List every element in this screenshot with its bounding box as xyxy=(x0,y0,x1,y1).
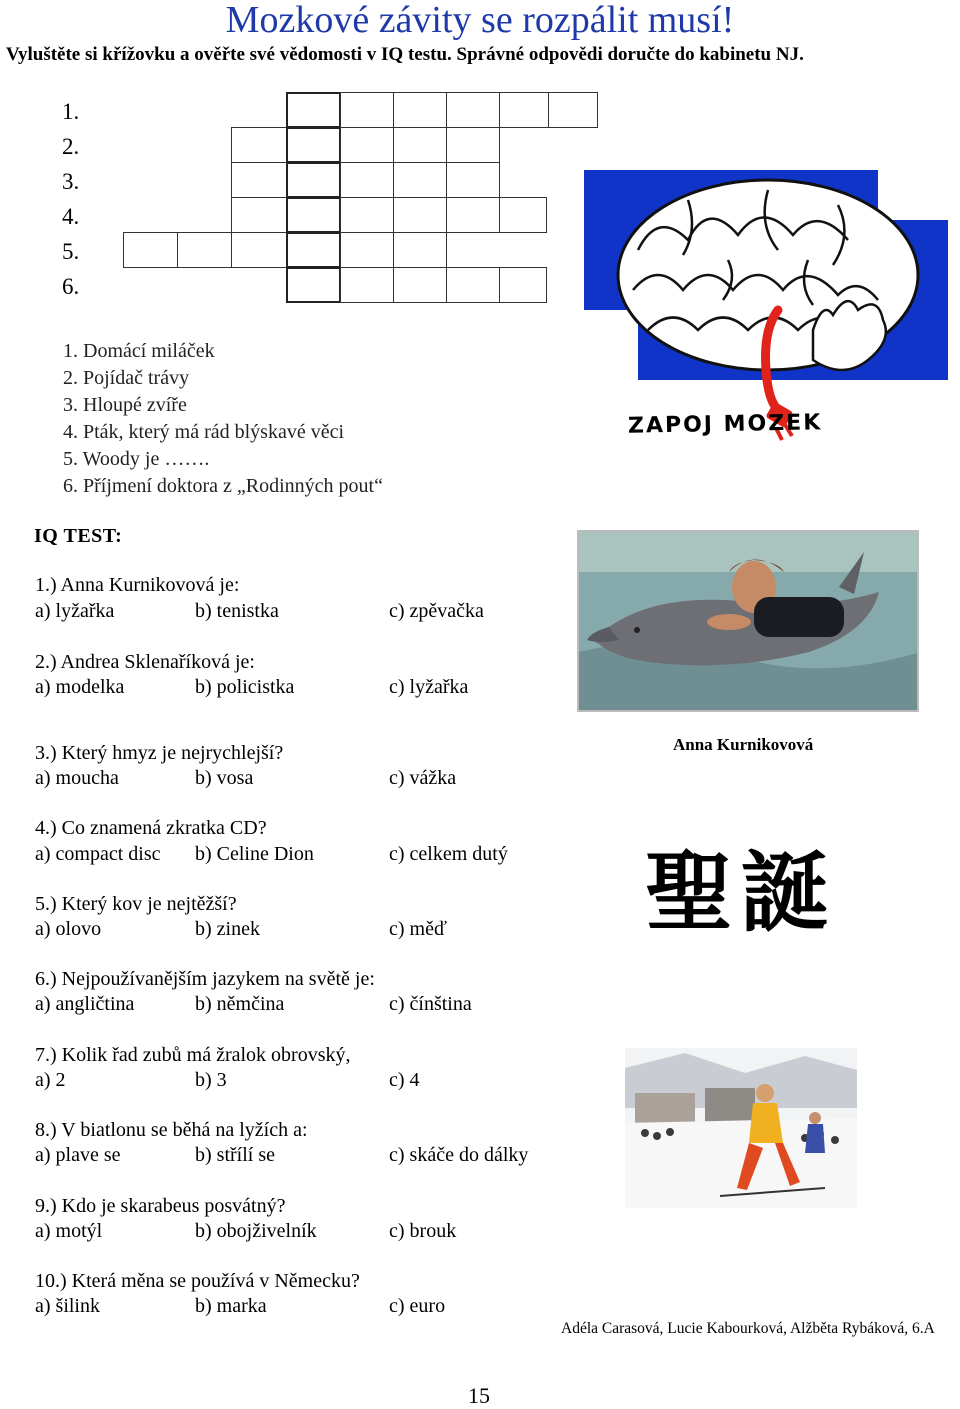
crossword-cell-key[interactable] xyxy=(286,92,341,128)
crossword-cell[interactable] xyxy=(393,92,447,128)
crossword-cell[interactable] xyxy=(340,232,394,268)
answer-option-b: b) policistka xyxy=(195,676,295,698)
answer-option-a: a) motýl xyxy=(35,1220,103,1242)
crossword-cell[interactable] xyxy=(340,197,394,233)
crossword-cell-key[interactable] xyxy=(286,232,341,268)
crossword-cell[interactable] xyxy=(499,92,549,128)
crossword-cell[interactable] xyxy=(393,267,447,303)
answer-option-b: b) marka xyxy=(195,1295,267,1317)
crossword-clue: 4. Pták, který má rád blýskavé věci xyxy=(63,421,345,443)
crossword-cell[interactable] xyxy=(393,232,447,268)
brain-illustration xyxy=(578,160,958,450)
crossword-cell[interactable] xyxy=(177,232,232,268)
crossword-clue: 2. Pojídač trávy xyxy=(63,367,190,389)
question-text: 2.) Andrea Sklenaříková je: xyxy=(35,651,255,673)
crossword-cell[interactable] xyxy=(446,267,500,303)
answer-option-b: b) střílí se xyxy=(195,1144,275,1166)
answer-option-a: a) plave se xyxy=(35,1144,121,1166)
answer-option-c: c) 4 xyxy=(389,1069,420,1091)
crossword-clue: 1. Domácí miláček xyxy=(63,340,215,362)
crossword-row-number: 2. xyxy=(62,134,80,159)
kanji-image xyxy=(606,840,876,945)
crossword-clue: 3. Hloupé zvíře xyxy=(63,394,187,416)
question-text: 3.) Který hmyz je nejrychlejší? xyxy=(35,742,284,764)
crossword-cell[interactable] xyxy=(231,162,287,198)
question-text: 4.) Co znamená zkratka CD? xyxy=(35,817,267,839)
crossword-row-number: 6. xyxy=(62,274,80,299)
question-text: 7.) Kolik řad zubů má žralok obrovský, xyxy=(35,1044,351,1066)
answer-option-b: b) němčina xyxy=(195,993,285,1015)
crossword-cell[interactable] xyxy=(446,162,500,198)
answer-option-c: c) zpěvačka xyxy=(389,600,484,622)
answer-option-a: a) 2 xyxy=(35,1069,66,1091)
page-number: 15 xyxy=(468,1383,490,1408)
crossword-cell[interactable] xyxy=(340,162,394,198)
crossword-cell[interactable] xyxy=(231,232,287,268)
answer-option-b: b) tenistka xyxy=(195,600,279,622)
answer-option-b: b) 3 xyxy=(195,1069,227,1091)
question-text: 8.) V biatlonu se běhá na lyžích a: xyxy=(35,1119,308,1141)
answer-option-c: c) euro xyxy=(389,1295,446,1317)
crossword-cell[interactable] xyxy=(231,197,287,233)
answer-option-c: c) brouk xyxy=(389,1220,457,1242)
answer-option-a: a) angličtina xyxy=(35,993,135,1015)
question-text: 10.) Která měna se používá v Německu? xyxy=(35,1270,360,1292)
answer-option-a: a) olovo xyxy=(35,918,102,940)
crossword-cell-key[interactable] xyxy=(286,267,341,303)
question-text: 1.) Anna Kurnikovová je: xyxy=(35,574,240,596)
crossword-cell[interactable] xyxy=(123,232,178,268)
iq-test-heading: IQ TEST: xyxy=(34,525,123,547)
question-text: 6.) Nejpoužívanějším jazykem na světě je: xyxy=(35,968,375,990)
answer-option-b: b) vosa xyxy=(195,767,254,789)
author-credits: Adéla Carasová, Lucie Kabourková, Alžběta Rybáková, 6.A xyxy=(561,1320,935,1337)
crossword-clue: 5. Woody je ……. xyxy=(63,448,210,470)
crossword-cell-key[interactable] xyxy=(286,197,341,233)
page-title: Mozkové závity se rozpálit musí! xyxy=(225,0,735,41)
answer-option-c: c) lyžařka xyxy=(389,676,469,698)
kanji-text: 聖誕 xyxy=(644,841,837,944)
answer-option-a: a) šilink xyxy=(35,1295,100,1317)
question-text: 9.) Kdo je skarabeus posvátný? xyxy=(35,1195,286,1217)
crossword-cell[interactable] xyxy=(499,197,547,233)
biathlon-photo xyxy=(625,1048,857,1208)
crossword-cell[interactable] xyxy=(446,197,500,233)
brain-label: ZAPOJ MOZEK xyxy=(627,410,823,439)
answer-option-c: c) měď xyxy=(389,918,447,940)
answer-option-c: c) celkem dutý xyxy=(389,843,508,865)
crossword-cell-key[interactable] xyxy=(286,127,341,163)
crossword-cell[interactable] xyxy=(499,267,547,303)
crossword-cell-key[interactable] xyxy=(286,162,341,198)
answer-option-c: c) skáče do dálky xyxy=(389,1144,529,1166)
answer-option-a: a) modelka xyxy=(35,676,125,698)
crossword-row-number: 3. xyxy=(62,169,80,194)
crossword-cell[interactable] xyxy=(340,127,394,163)
crossword-cell[interactable] xyxy=(393,197,447,233)
crossword-cell[interactable] xyxy=(446,127,500,163)
page-subtitle: Vyluštěte si křížovku a ověřte své vědomosti v IQ testu. Správné odpovědi doručte do kabinetu NJ. xyxy=(6,44,804,65)
answer-option-c: c) vážka xyxy=(389,767,457,789)
crossword-cell[interactable] xyxy=(340,92,394,128)
crossword-row-number: 1. xyxy=(62,99,80,124)
crossword-clue: 6. Příjmení doktora z „Rodinných pout“ xyxy=(63,475,383,497)
crossword-row-number: 4. xyxy=(62,204,80,229)
answer-option-b: b) zinek xyxy=(195,918,260,940)
crossword-cell[interactable] xyxy=(231,127,287,163)
answer-option-c: c) čínština xyxy=(389,993,472,1015)
crossword-cell[interactable] xyxy=(393,127,447,163)
dolphin-photo-caption: Anna Kurnikovová xyxy=(673,735,814,754)
answer-option-a: a) lyžařka xyxy=(35,600,115,622)
answer-option-b: b) Celine Dion xyxy=(195,843,314,865)
answer-option-a: a) moucha xyxy=(35,767,119,789)
crossword-cell[interactable] xyxy=(548,92,598,128)
crossword-row-number: 5. xyxy=(62,239,80,264)
crossword-cell[interactable] xyxy=(393,162,447,198)
crossword-cell[interactable] xyxy=(446,92,500,128)
answer-option-a: a) compact disc xyxy=(35,843,161,865)
crossword-cell[interactable] xyxy=(340,267,394,303)
dolphin-photo xyxy=(577,530,919,712)
answer-option-b: b) obojživelník xyxy=(195,1220,317,1242)
question-text: 5.) Který kov je nejtěžší? xyxy=(35,893,237,915)
